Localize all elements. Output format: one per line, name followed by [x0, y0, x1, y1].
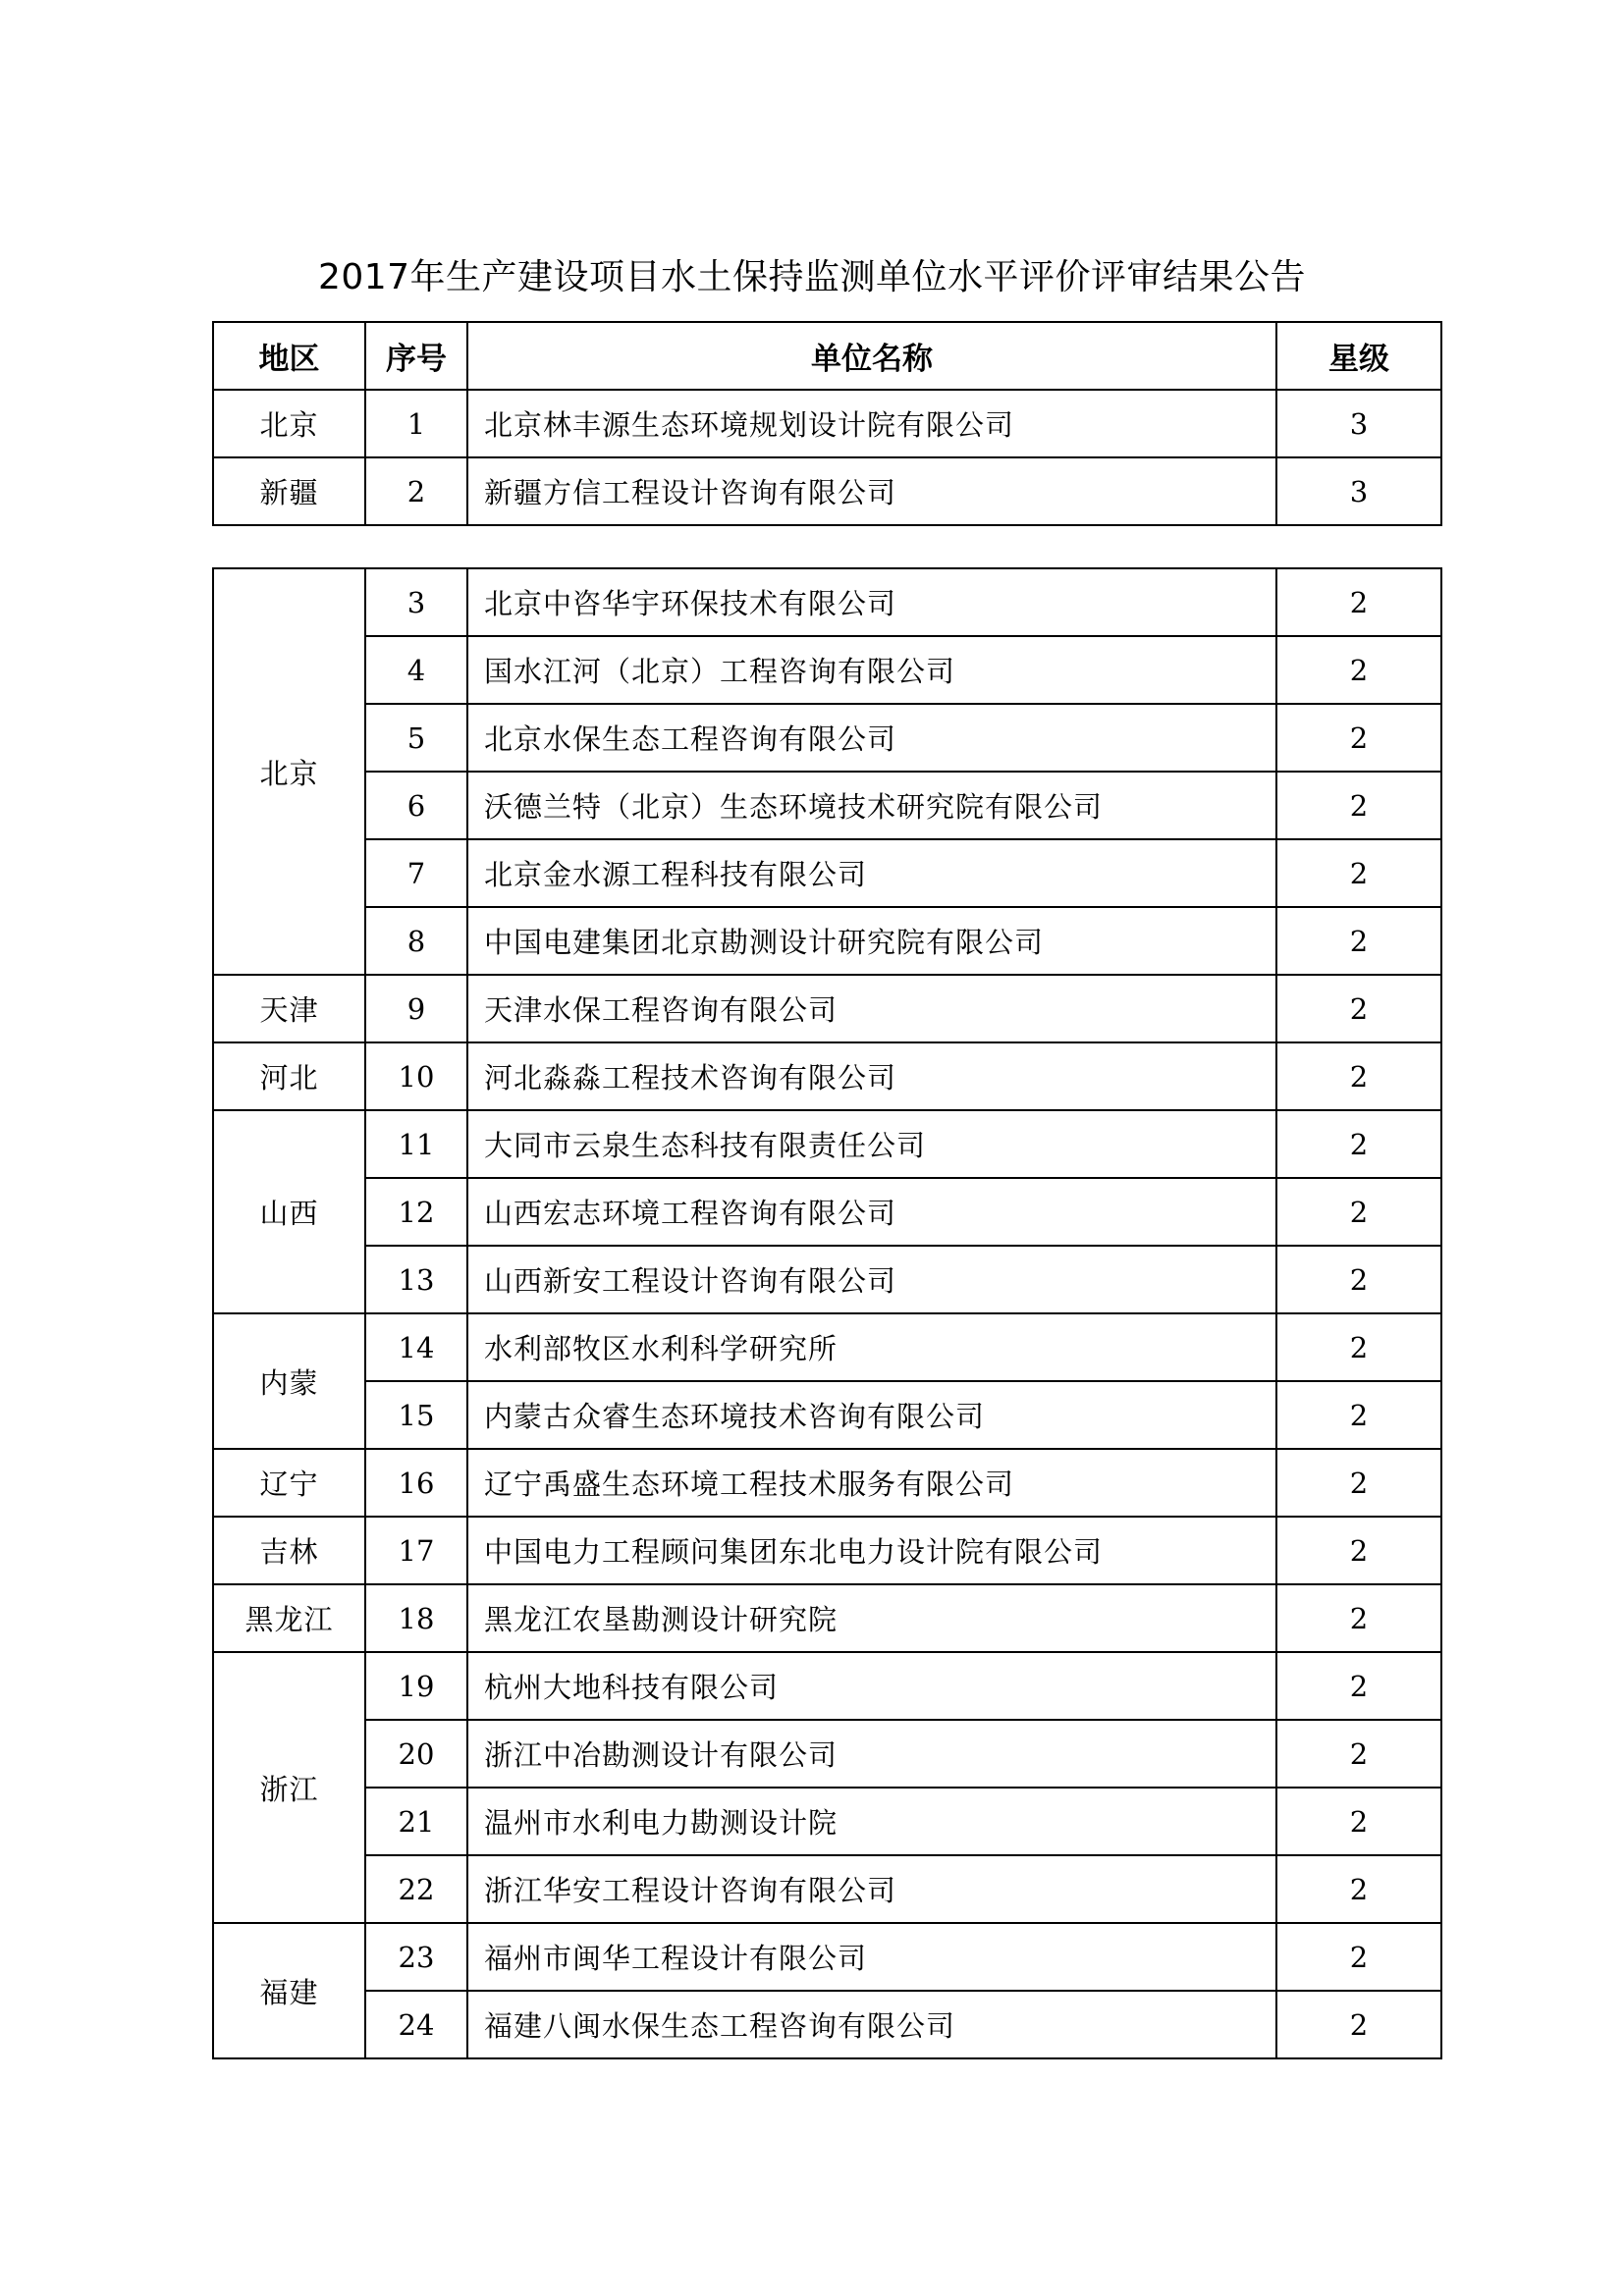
table-row — [213, 704, 1441, 772]
unit-name-cell: 山西宏志环境工程咨询有限公司 — [467, 1178, 1276, 1246]
star-cell: 2 — [1276, 1720, 1441, 1788]
table-row — [213, 772, 1441, 839]
star-cell: 2 — [1276, 1246, 1441, 1313]
header-star: 星级 — [1276, 322, 1441, 390]
index-cell: 9 — [365, 975, 467, 1042]
rating-table-header-section — [212, 321, 1442, 526]
unit-name-cell: 辽宁禹盛生态环境工程技术服务有限公司 — [467, 1449, 1276, 1517]
table-row — [213, 1720, 1441, 1788]
index-cell: 11 — [365, 1110, 467, 1178]
star-cell: 2 — [1276, 839, 1441, 907]
star-cell: 2 — [1276, 1042, 1441, 1110]
region-cell: 新疆 — [213, 457, 365, 525]
region-cell: 吉林 — [213, 1517, 365, 1584]
index-cell: 1 — [365, 390, 467, 457]
table-header-row — [213, 322, 1441, 390]
table-row — [213, 1313, 1441, 1381]
star-cell: 2 — [1276, 1178, 1441, 1246]
unit-name-cell: 北京金水源工程科技有限公司 — [467, 839, 1276, 907]
star-cell: 2 — [1276, 907, 1441, 975]
index-cell: 16 — [365, 1449, 467, 1517]
table-row — [213, 839, 1441, 907]
unit-name-cell: 黑龙江农垦勘测设计研究院 — [467, 1584, 1276, 1652]
index-cell: 14 — [365, 1313, 467, 1381]
rating-table-main — [212, 567, 1442, 2059]
region-cell: 北京 — [213, 390, 365, 457]
index-cell: 4 — [365, 636, 467, 704]
star-cell: 2 — [1276, 568, 1441, 636]
index-cell: 18 — [365, 1584, 467, 1652]
table-row — [213, 1042, 1441, 1110]
star-cell: 2 — [1276, 1991, 1441, 2058]
index-cell: 19 — [365, 1652, 467, 1720]
table-row — [213, 636, 1441, 704]
header-region: 地区 — [213, 322, 365, 390]
star-cell: 2 — [1276, 1652, 1441, 1720]
region-cell: 黑龙江 — [213, 1584, 365, 1652]
index-cell: 7 — [365, 839, 467, 907]
table-row — [213, 975, 1441, 1042]
unit-name-cell: 沃德兰特（北京）生态环境技术研究院有限公司 — [467, 772, 1276, 839]
star-cell: 2 — [1276, 1381, 1441, 1449]
unit-name-cell: 浙江华安工程设计咨询有限公司 — [467, 1855, 1276, 1923]
star-cell: 2 — [1276, 1313, 1441, 1381]
index-cell: 12 — [365, 1178, 467, 1246]
star-cell: 2 — [1276, 1788, 1441, 1855]
region-cell: 山西 — [213, 1110, 365, 1313]
table-row — [213, 1584, 1441, 1652]
unit-name-cell: 杭州大地科技有限公司 — [467, 1652, 1276, 1720]
header-index: 序号 — [365, 322, 467, 390]
unit-name-cell: 中国电建集团北京勘测设计研究院有限公司 — [467, 907, 1276, 975]
unit-name-cell: 中国电力工程顾问集团东北电力设计院有限公司 — [467, 1517, 1276, 1584]
table-row — [213, 1991, 1441, 2058]
unit-name-cell: 北京中咨华宇环保技术有限公司 — [467, 568, 1276, 636]
star-cell: 2 — [1276, 975, 1441, 1042]
region-cell: 辽宁 — [213, 1449, 365, 1517]
unit-name-cell: 国水江河（北京）工程咨询有限公司 — [467, 636, 1276, 704]
unit-name-cell: 新疆方信工程设计咨询有限公司 — [467, 457, 1276, 525]
unit-name-cell: 浙江中冶勘测设计有限公司 — [467, 1720, 1276, 1788]
table-row — [213, 1110, 1441, 1178]
region-cell: 北京 — [213, 568, 365, 975]
star-cell: 3 — [1276, 390, 1441, 457]
star-cell: 2 — [1276, 1855, 1441, 1923]
table-row — [213, 1449, 1441, 1517]
star-cell: 2 — [1276, 1923, 1441, 1991]
index-cell: 15 — [365, 1381, 467, 1449]
star-cell: 2 — [1276, 1517, 1441, 1584]
unit-name-cell: 大同市云泉生态科技有限责任公司 — [467, 1110, 1276, 1178]
table-row — [213, 1381, 1441, 1449]
star-cell: 2 — [1276, 636, 1441, 704]
table-row — [213, 568, 1441, 636]
header-unit-name: 单位名称 — [467, 322, 1276, 390]
table-row — [213, 1788, 1441, 1855]
unit-name-cell: 内蒙古众睿生态环境技术咨询有限公司 — [467, 1381, 1276, 1449]
region-cell: 浙江 — [213, 1652, 365, 1923]
unit-name-cell: 天津水保工程咨询有限公司 — [467, 975, 1276, 1042]
star-cell: 2 — [1276, 1449, 1441, 1517]
star-cell: 2 — [1276, 772, 1441, 839]
table-row — [213, 1923, 1441, 1991]
table-row — [213, 457, 1441, 525]
region-cell: 河北 — [213, 1042, 365, 1110]
table-row — [213, 1855, 1441, 1923]
index-cell: 10 — [365, 1042, 467, 1110]
unit-name-cell: 山西新安工程设计咨询有限公司 — [467, 1246, 1276, 1313]
unit-name-cell: 北京水保生态工程咨询有限公司 — [467, 704, 1276, 772]
region-cell: 福建 — [213, 1923, 365, 2058]
table-row — [213, 1246, 1441, 1313]
unit-name-cell: 温州市水利电力勘测设计院 — [467, 1788, 1276, 1855]
index-cell: 5 — [365, 704, 467, 772]
unit-name-cell: 福建八闽水保生态工程咨询有限公司 — [467, 1991, 1276, 2058]
index-cell: 23 — [365, 1923, 467, 1991]
table-row — [213, 1517, 1441, 1584]
unit-name-cell: 北京林丰源生态环境规划设计院有限公司 — [467, 390, 1276, 457]
page-title: 2017年生产建设项目水土保持监测单位水平评价评审结果公告 — [317, 257, 1307, 297]
table-row — [213, 907, 1441, 975]
index-cell: 2 — [365, 457, 467, 525]
index-cell: 22 — [365, 1855, 467, 1923]
unit-name-cell: 河北淼淼工程技术咨询有限公司 — [467, 1042, 1276, 1110]
table-row — [213, 390, 1441, 457]
star-cell: 2 — [1276, 1110, 1441, 1178]
index-cell: 24 — [365, 1991, 467, 2058]
unit-name-cell: 福州市闽华工程设计有限公司 — [467, 1923, 1276, 1991]
index-cell: 13 — [365, 1246, 467, 1313]
index-cell: 20 — [365, 1720, 467, 1788]
index-cell: 21 — [365, 1788, 467, 1855]
star-cell: 3 — [1276, 457, 1441, 525]
star-cell: 2 — [1276, 1584, 1441, 1652]
star-cell: 2 — [1276, 704, 1441, 772]
index-cell: 6 — [365, 772, 467, 839]
index-cell: 8 — [365, 907, 467, 975]
region-cell: 内蒙 — [213, 1313, 365, 1449]
table-row — [213, 1652, 1441, 1720]
table-row — [213, 1178, 1441, 1246]
region-cell: 天津 — [213, 975, 365, 1042]
index-cell: 17 — [365, 1517, 467, 1584]
unit-name-cell: 水利部牧区水利科学研究所 — [467, 1313, 1276, 1381]
index-cell: 3 — [365, 568, 467, 636]
